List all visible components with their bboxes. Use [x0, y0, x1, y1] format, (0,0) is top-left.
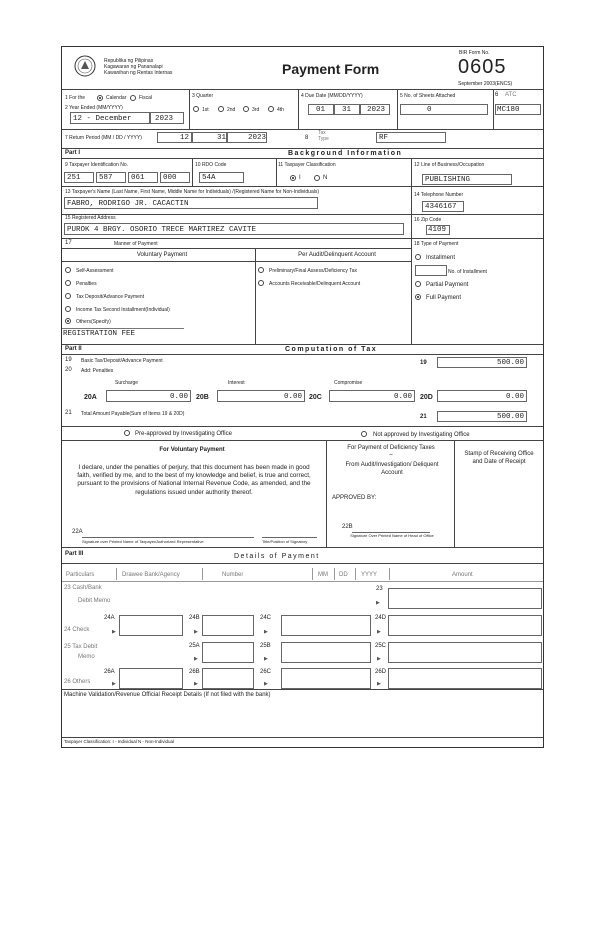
- taxpayer-name-label: 13 Taxpayer's Name (Last Name, First Name, Middle Name for Individuals) /(Registered Name for Non-Individuals): [65, 189, 320, 195]
- return-period-mm[interactable]: 12: [157, 132, 192, 143]
- bir-seal-logo: [74, 55, 96, 77]
- quarter-4-label: 4th: [277, 107, 284, 113]
- divider: [62, 737, 543, 738]
- signature-22a-caption: Signature over Printed Name of Taxpayer/Authorized Representative: [82, 539, 204, 544]
- field-1-label: 1 For the: [65, 95, 86, 101]
- self-assessment-label: Self-Assessment: [76, 268, 114, 274]
- line-24d-amount[interactable]: [388, 615, 542, 636]
- line-19-num: 19: [65, 357, 72, 363]
- line-24b-label: 24B: [189, 615, 200, 621]
- agency-line-2: Kagawaran ng Pananalapi: [104, 64, 163, 70]
- quarter-2-label: 2nd: [227, 107, 236, 113]
- not-approved-radio[interactable]: [361, 431, 367, 437]
- line-25b-label: 25B: [260, 643, 271, 649]
- field-17-num: 17: [65, 240, 72, 246]
- quarter-4-radio[interactable]: [268, 106, 274, 112]
- divider: [62, 148, 543, 149]
- due-date-mm[interactable]: 01: [308, 104, 334, 115]
- no-of-installment-field[interactable]: [415, 265, 447, 276]
- line-20a-amount[interactable]: 0.00: [106, 390, 191, 402]
- divider: [262, 537, 317, 538]
- part-1-label: Part I: [65, 150, 81, 156]
- field-6-label: 6: [495, 92, 499, 98]
- voluntary-payment-title: Voluntary Payment: [136, 252, 188, 258]
- divider: [454, 440, 455, 547]
- fiscal-radio[interactable]: [130, 95, 136, 101]
- arrow-icon: ▶: [112, 629, 116, 635]
- divider: [312, 568, 313, 580]
- tax-type-label: Tax Type: [318, 130, 329, 142]
- classification-nonindividual-radio[interactable]: [314, 175, 320, 181]
- penalties-radio[interactable]: [65, 280, 71, 286]
- divider: [62, 426, 543, 427]
- part-2-label: Part II: [65, 346, 82, 352]
- quarter-3-label: 3rd: [252, 107, 260, 113]
- col-mm: MM: [318, 572, 328, 578]
- return-period-dd[interactable]: 31: [192, 132, 227, 143]
- calendar-label: Calendar: [106, 95, 127, 101]
- line-24-label: 24 Check: [64, 627, 90, 633]
- col-amount: Amount: [452, 572, 473, 578]
- arrow-icon: ▶: [264, 629, 268, 635]
- divider: [493, 89, 494, 129]
- telephone-label: 14 Telephone Number: [414, 192, 464, 198]
- preliminary-assessment-label: Preliminary/Final Assess/Deficiency Tax: [269, 268, 357, 274]
- signature-22a-label: 22A: [72, 529, 83, 535]
- line-20a-label: 20A: [84, 394, 97, 401]
- form-version: September 2003(ENCS): [458, 81, 513, 87]
- preapproved-radio[interactable]: [124, 430, 130, 436]
- field-2-label: 2 Year Ended (MM/YYYY): [65, 105, 123, 111]
- divider: [62, 214, 543, 215]
- divider: [411, 238, 412, 344]
- line-25b-date[interactable]: [281, 642, 371, 663]
- agency-line-1: Republika ng Pilipinas: [104, 58, 154, 64]
- installment-radio[interactable]: [415, 254, 421, 260]
- line-25-label: 25 Tax Debit: [64, 644, 98, 650]
- tax-deposit-radio[interactable]: [65, 293, 71, 299]
- line-20-num: 20: [65, 367, 72, 373]
- col-dd: DD: [339, 572, 348, 578]
- others-radio[interactable]: [65, 318, 71, 324]
- line-26a-label: 26A: [104, 669, 115, 675]
- line-25a-label: 25A: [189, 643, 200, 649]
- divider: [62, 248, 412, 249]
- field-4-label: 4 Due Date (MM/DD/YYYY): [301, 93, 363, 99]
- line-24a-label: 24A: [104, 615, 115, 621]
- divider: [62, 344, 543, 345]
- declaration-text: I declare, under the penalties of perjury, that this document has been made in good faith, verified by me, and to the best of my knowledge and belief, is true and correct, pursuant to the provisions of National Internal Revenue Code, as amended, and the regulations issued under authority thereof.: [77, 464, 311, 496]
- divider: [62, 354, 543, 355]
- part-2-title: Computation of Tax: [285, 346, 378, 353]
- line-20b-amount[interactable]: 0.00: [217, 390, 305, 402]
- form-no-label: BIR Form No.: [459, 50, 490, 56]
- full-payment-label: Full Payment: [426, 295, 462, 301]
- col-number: Number: [222, 572, 244, 578]
- signature-22b-label: 22B: [342, 524, 353, 530]
- income-tax-second-label: Income Tax Second Installment(Individual): [76, 307, 170, 313]
- arrow-icon: ▶: [377, 629, 381, 635]
- divider: [62, 440, 543, 441]
- arrow-icon: ▶: [377, 681, 381, 687]
- classification-individual-label: I: [299, 175, 301, 181]
- not-approved-label: Not approved by Investigating Office: [373, 432, 470, 438]
- divider: [62, 186, 543, 187]
- divider: [411, 158, 412, 186]
- divider: [192, 158, 193, 186]
- classification-nonindividual-label: N: [323, 175, 328, 181]
- preliminary-assessment-radio[interactable]: [258, 267, 264, 273]
- tin-part-3[interactable]: 061: [128, 172, 158, 183]
- compromise-label: Compromise: [334, 380, 363, 386]
- field-7-label: 7 Return Period (MM / DD / YYYY): [65, 135, 142, 141]
- line-25c-amount[interactable]: [388, 642, 542, 663]
- atc-label: ATC: [505, 92, 517, 98]
- telephone-field[interactable]: 4346167: [422, 201, 464, 212]
- divider: [298, 89, 299, 129]
- line-26-label: 26 Others: [64, 679, 91, 685]
- line-24a-field[interactable]: [119, 615, 183, 636]
- divider: [411, 214, 412, 238]
- divider: [62, 158, 543, 159]
- line-23-label: 23 Cash/Bank: [64, 585, 102, 591]
- quarter-1-radio[interactable]: [193, 106, 199, 112]
- divider: [334, 568, 335, 580]
- divider: [62, 89, 543, 90]
- line-25-memo: Memo: [78, 654, 95, 660]
- return-period-yyyy[interactable]: 2023: [227, 132, 267, 143]
- fiscal-label: Fiscal: [139, 95, 153, 101]
- divider: [62, 581, 543, 582]
- tax-type-field[interactable]: RF: [376, 132, 446, 143]
- line-26c-label: 26C: [260, 669, 272, 675]
- due-date-dd[interactable]: 31: [334, 104, 360, 115]
- part-3-title: Details of Payment: [234, 553, 320, 560]
- line-24b-field[interactable]: [202, 615, 254, 636]
- year-ended-year-field[interactable]: 2023: [150, 112, 184, 124]
- line-26d-amount[interactable]: [388, 668, 542, 689]
- tax-deposit-label: Tax Deposit/Advance Payment: [76, 294, 145, 300]
- tin-part-4[interactable]: 000: [160, 172, 190, 183]
- tin-part-1[interactable]: 251: [64, 172, 94, 183]
- line-25c-label: 25C: [375, 643, 387, 649]
- divider: [411, 186, 412, 214]
- line-23-ref: 23: [376, 586, 383, 592]
- arrow-icon: ▶: [112, 681, 116, 687]
- divider: [326, 440, 327, 547]
- divider: [276, 158, 277, 186]
- line-19-label: Basic Tax/Deposit/Advance Payment: [81, 358, 163, 364]
- col-drawee-bank: Drawee Bank/Agency: [122, 572, 180, 578]
- signatory-title-caption: Title/Position of Signatory: [262, 539, 308, 544]
- line-26a-field[interactable]: [119, 668, 183, 689]
- line-26c-date[interactable]: [281, 668, 371, 689]
- divider: [62, 238, 543, 239]
- divider: [255, 248, 256, 344]
- line-25a-field[interactable]: [202, 642, 254, 663]
- agency-line-3: Kawanihan ng Rentas Internas: [104, 70, 173, 76]
- line-23-amount[interactable]: [388, 588, 542, 609]
- arrow-icon: ▶: [194, 656, 198, 662]
- line-24d-label: 24D: [375, 615, 387, 621]
- zip-label: 16 Zip Code: [414, 217, 442, 223]
- divider: [62, 261, 412, 262]
- partial-payment-label: Partial Payment: [426, 282, 469, 288]
- line-20c-label: 20C: [309, 394, 322, 401]
- line-21-label: Total Amount Payable(Sum of Items 19 & 20D): [81, 411, 185, 417]
- arrow-icon: ▶: [264, 656, 268, 662]
- line-21-ref: 21: [420, 414, 427, 420]
- divider: [189, 89, 190, 129]
- sheets-attached-field[interactable]: 0: [400, 104, 488, 115]
- divider: [62, 129, 543, 130]
- field-8-label: 8: [305, 135, 309, 141]
- tin-label: 9 Taxpayer Identification No.: [65, 162, 129, 168]
- line-20-label: Add: Penalties: [81, 368, 114, 374]
- accounts-receivable-radio[interactable]: [258, 280, 264, 286]
- arrow-icon: ▶: [376, 600, 380, 606]
- preapproved-label: Pre-approved by Investigating Office: [135, 431, 232, 437]
- divider: [116, 568, 117, 580]
- field-5-label: 5 No. of Sheets Attached: [400, 93, 456, 99]
- income-tax-second-radio[interactable]: [65, 306, 71, 312]
- line-19-ref: 19: [420, 360, 427, 366]
- type-of-payment-label: 18 Type of Payment: [414, 241, 459, 247]
- part-3-label: Part III: [65, 551, 84, 557]
- divider: [62, 563, 543, 564]
- penalties-label: Penalties: [76, 281, 97, 287]
- form-title: Payment Form: [282, 61, 380, 77]
- arrow-icon: ▶: [264, 681, 268, 687]
- rdo-label: 10 RDO Code: [195, 162, 227, 168]
- line-20b-label: 20B: [196, 394, 209, 401]
- deficiency-dash: –: [389, 452, 393, 458]
- others-label: Others(Specify): [76, 319, 111, 325]
- quarter-2-radio[interactable]: [218, 106, 224, 112]
- per-audit-title: Per Audit/Delinquent Account: [298, 252, 376, 258]
- part-1-title: Background Information: [288, 150, 403, 157]
- address-label: 15 Registered Address: [65, 215, 116, 221]
- machine-validation-label: Machine Validation/Revenue Official Receipt Details (If not filed with the bank): [64, 692, 271, 698]
- full-payment-radio[interactable]: [415, 294, 421, 300]
- approved-by-label: APPROVED BY:: [332, 495, 377, 501]
- self-assessment-radio[interactable]: [65, 267, 71, 273]
- accounts-receivable-label: Accounts Receivable/Delinquent Account: [269, 281, 361, 287]
- taxpayer-name-field[interactable]: FABRO, RODRIGO JR. CACACTIN: [64, 197, 318, 209]
- stamp-receiving-office: Stamp of Receiving Office and Date of Receipt: [464, 451, 534, 465]
- payment-form-0605: [61, 46, 544, 748]
- tin-part-2[interactable]: 587: [96, 172, 126, 183]
- zip-field[interactable]: 4109: [426, 225, 450, 235]
- from-audit-text: From Audit/Investigation/ Deliquent Account: [345, 462, 439, 476]
- field-3-label: 3 Quarter: [192, 93, 214, 99]
- footer-classification-note: Taxpayer Classification: I - Individual N - Non-Individual: [64, 739, 175, 744]
- arrow-icon: ▶: [194, 629, 198, 635]
- divider: [62, 547, 543, 548]
- atc-field[interactable]: MC180: [495, 104, 541, 115]
- divider: [355, 568, 356, 580]
- interest-label: Interest: [228, 380, 245, 386]
- signature-22b-caption: Signature Over Printed Name of Head of Office: [350, 533, 434, 538]
- divider: [397, 89, 398, 129]
- others-specify-value: REGISTRATION FEE: [63, 330, 136, 338]
- no-of-installment-label: No. of Installment: [448, 269, 487, 275]
- divider: [202, 568, 203, 580]
- surcharge-label: Surcharge: [115, 380, 139, 386]
- calendar-radio[interactable]: [97, 95, 103, 101]
- line-19-amount[interactable]: 500.00: [437, 357, 527, 368]
- line-21-amount[interactable]: 500.00: [437, 411, 527, 422]
- col-yyyy: YYYY: [361, 572, 378, 578]
- rdo-field[interactable]: 54A: [199, 172, 244, 183]
- line-of-business-label: 12 Line of Business/Occupation: [414, 162, 485, 168]
- line-24c-label: 24C: [260, 615, 272, 621]
- arrow-icon: ▶: [194, 681, 198, 687]
- installment-label: Installment: [426, 255, 456, 261]
- address-field[interactable]: PUROK 4 BRGY. OSORIO TRECE MARTIREZ CAVITE: [64, 223, 404, 235]
- classification-individual-radio[interactable]: [290, 175, 296, 181]
- quarter-3-radio[interactable]: [243, 106, 249, 112]
- divider: [62, 328, 184, 329]
- arrow-icon: ▶: [377, 656, 381, 662]
- divider: [389, 568, 390, 580]
- col-particulars: Particulars: [66, 572, 95, 578]
- divider: [82, 537, 254, 538]
- year-ended-month-field[interactable]: 12 - December: [70, 112, 150, 124]
- line-26b-label: 26B: [189, 669, 200, 675]
- line-20d-label: 20D: [420, 394, 433, 401]
- due-date-yyyy[interactable]: 2023: [360, 104, 390, 115]
- form-number: 0605: [458, 56, 507, 78]
- line-of-business-field[interactable]: PUBLISHING: [422, 174, 512, 185]
- line-24c-date[interactable]: [281, 615, 371, 636]
- manner-of-payment-label: Manner of Payment: [114, 241, 158, 247]
- line-23-debit-memo: Debit Memo: [78, 598, 111, 604]
- classification-label: 11 Taxpayer Classification: [278, 162, 336, 168]
- line-26b-field[interactable]: [202, 668, 254, 689]
- partial-payment-radio[interactable]: [415, 281, 421, 287]
- voluntary-payment-declaration-title: For Voluntary Payment: [159, 447, 225, 453]
- line-21-num: 21: [65, 410, 72, 416]
- line-26d-label: 26D: [375, 669, 387, 675]
- divider: [62, 689, 543, 690]
- line-20d-amount[interactable]: 0.00: [437, 390, 527, 402]
- line-20c-amount[interactable]: 0.00: [329, 390, 415, 402]
- deficiency-taxes-title: For Payment of Deficiency Taxes: [347, 445, 435, 451]
- quarter-1-label: 1st: [202, 107, 209, 113]
